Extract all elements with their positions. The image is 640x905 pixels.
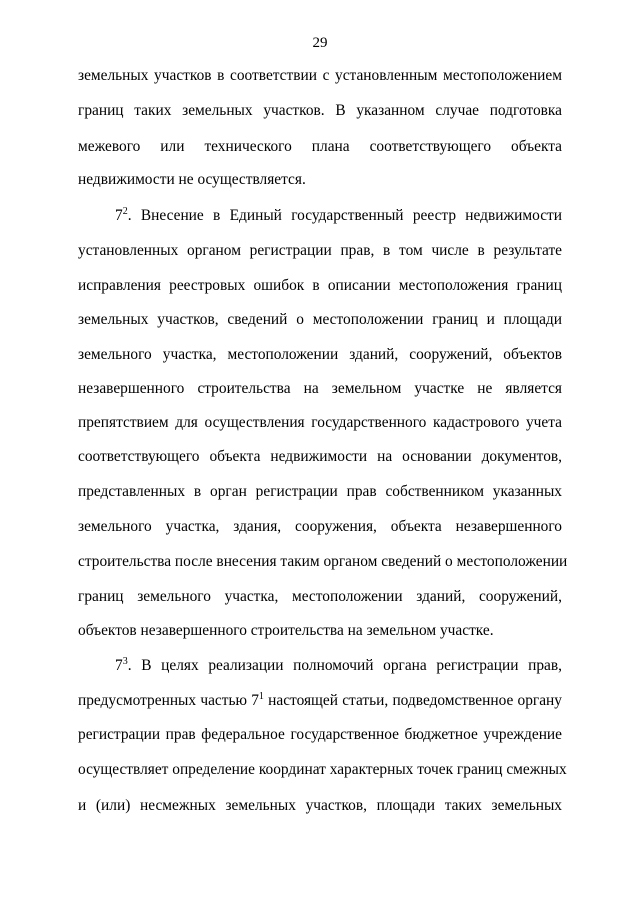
text-line: границ таких земельных участков. В указанном случае подготовка xyxy=(78,102,562,119)
text-line-with-reference xyxy=(78,691,562,711)
text-line: недвижимости не осуществляется. xyxy=(78,171,306,188)
text-line: земельных участков, сведений о местоположении границ и площади xyxy=(78,311,562,328)
section-number: $7^3$. xyxy=(115,656,132,674)
text-line: исправления реестровых ошибок в описании местоположения границ xyxy=(78,277,562,294)
text-line: земельного участка, здания, сооружения, объекта незавершенного xyxy=(78,518,562,535)
text-line: земельных участков в соответствии с установленным местоположением xyxy=(78,67,562,84)
text-line: строительства после внесения таким органом сведений о местоположении xyxy=(78,553,568,570)
text-line: представленных в орган регистрации прав собственником указанных xyxy=(78,483,562,500)
section-reference: $7^1$ xyxy=(251,691,264,709)
section-7-3-first-line xyxy=(115,656,562,676)
text-line: объектов незавершенного строительства на земельном участке. xyxy=(78,622,494,639)
text-line: и (или) несмежных земельных участков, площади таких земельных xyxy=(78,797,562,814)
text-line: незавершенного строительства на земельном участке не является xyxy=(78,380,562,397)
text-line: межевого или технического плана соответствующего объекта xyxy=(78,138,562,155)
text-line: границ земельного участка, местоположении зданий, сооружений, xyxy=(78,588,562,605)
text-fragment: Внесение в Единый государственный реестр недвижимости xyxy=(140,207,562,224)
text-line: земельного участка, местоположении зданий, сооружений, объектов xyxy=(78,346,562,363)
text-line: осуществляет определение координат характерных точек границ смежных xyxy=(78,761,567,778)
text-line: препятствием для осуществления государственного кадастрового учета xyxy=(78,414,562,431)
text-fragment: настоящей статьи, подведомственное органу xyxy=(268,692,562,709)
page-number: 29 xyxy=(312,35,328,51)
text-fragment: предусмотренных частью xyxy=(78,692,247,709)
section-number: $7^2$. xyxy=(115,206,132,224)
text-line: соответствующего объекта недвижимости на основании документов, xyxy=(78,448,562,465)
text-line: установленных органом регистрации прав, в том числе в результате xyxy=(78,242,562,259)
section-7-2-first-line xyxy=(115,206,562,226)
text-line: регистрации прав федеральное государственное бюджетное учреждение xyxy=(78,726,562,743)
text-fragment: В целях реализации полномочий органа регистрации прав, xyxy=(141,657,562,674)
